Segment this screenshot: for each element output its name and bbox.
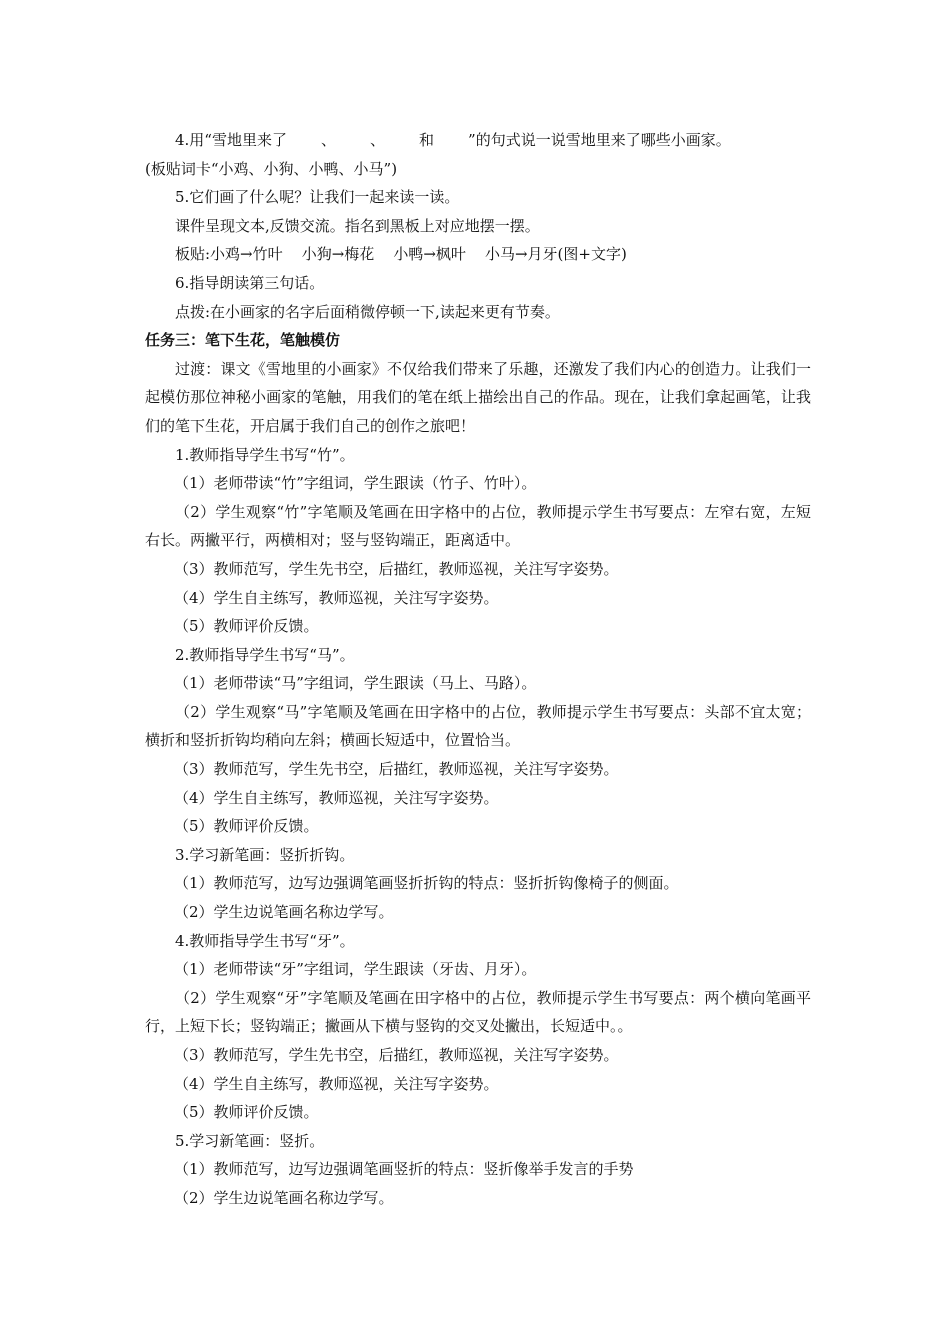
- sentence-part: 和: [419, 131, 435, 149]
- step-5: 5.它们画了什么呢？让我们一起来读一读。: [175, 188, 460, 207]
- sentence-part: 、: [370, 131, 386, 149]
- task-3-heading: 任务三：笔下生花，笔触模仿: [145, 331, 341, 350]
- list-item-paragraph: （2）学生观察“竹”字笔顺及笔画在田字格中的占位，教师提示学生书写要点：左窄右宽，左短右长。两撇平行，两横相对；竖与竖钩端正，距离适中。: [145, 502, 811, 550]
- sentence-part: 、: [320, 131, 336, 149]
- list-item: （1）老师带读“马”字组词，学生跟读（马上、马路）。: [174, 674, 537, 693]
- list-item: （3）教师范写，学生先书空，后描红，教师巡视，关注写字姿势。: [174, 760, 619, 779]
- list-item: （4）学生自主练写，教师巡视，关注写字姿势。: [174, 788, 499, 807]
- section-3-title: 3.学习新笔画：竖折折钩。: [175, 845, 355, 864]
- section-2-title: 2.教师指导学生书写“马”。: [175, 645, 355, 664]
- section-1-title: 1.教师指导学生书写“竹”。: [175, 445, 355, 464]
- tip-note: 点拨:在小画家的名字后面稍微停顿一下,读起来更有节奏。: [175, 302, 560, 321]
- sentence-part: ”的句式说一说雪地里来了哪些小画家。: [468, 131, 731, 149]
- list-item: （5）教师评价反馈。: [174, 617, 319, 636]
- list-item: （3）教师范写，学生先书空，后描红，教师巡视，关注写字姿势。: [174, 559, 619, 578]
- sentence-part: 4.用“雪地里来了: [175, 131, 287, 149]
- step-6: 6.指导朗读第三句话。: [175, 273, 325, 292]
- list-item: （1）老师带读“竹”字组词，学生跟读（竹子、竹叶）。: [174, 474, 537, 493]
- list-item: （2）学生边说笔画名称边学写。: [174, 1188, 394, 1207]
- board-pairs: 板贴:小鸡→竹叶 小狗→梅花 小鸭→枫叶 小马→月牙(图+文字): [175, 245, 627, 264]
- list-item: （2）学生边说笔画名称边学写。: [174, 903, 394, 922]
- section-4-title: 4.教师指导学生书写“牙”。: [175, 931, 355, 950]
- list-item: （1）教师范写，边写边强调笔画竖折的特点：竖折像举手发言的手势: [174, 1160, 634, 1179]
- list-item: （3）教师范写，学生先书空，后描红，教师巡视，关注写字姿势。: [174, 1046, 619, 1064]
- list-item: （5）教师评价反馈。: [174, 1103, 319, 1122]
- list-item-paragraph: （2）学生观察“马”字笔顺及笔画在田字格中的占位，教师提示学生书写要点：头部不宜太宽；横折和竖折折钩均稍向左斜；横画长短适中，位置恰当。: [145, 702, 811, 750]
- list-item: （1）教师范写，边写边强调笔画竖折折钩的特点：竖折折钩像椅子的侧面。: [174, 874, 679, 893]
- document-body: [145, 126, 811, 1213]
- question-4-blanks: [145, 126, 811, 155]
- list-item: （1）老师带读“牙”字组词，学生跟读（牙齿、月牙）。: [174, 960, 537, 979]
- list-item: （4）学生自主练写，教师巡视，关注写字姿势。: [174, 588, 499, 607]
- list-item-paragraph: （2）学生观察“牙”字笔顺及笔画在田字格中的占位，教师提示学生书写要点：两个横向笔画平行，上短下长；竖钩端正；撇画从下横与竖钩的交叉处撇出，长短适中。。: [145, 988, 811, 1036]
- list-item: （5）教师评价反馈。: [174, 817, 319, 836]
- courseware-note: 课件呈现文本,反馈交流。指名到黑板上对应地摆一摆。: [175, 216, 540, 235]
- list-item: （4）学生自主练写，教师巡视，关注写字姿势。: [174, 1074, 499, 1093]
- transition-paragraph: 过渡：课文《雪地里的小画家》不仅给我们带来了乐趣，还激发了我们内心的创造力。让我们一起模仿那位神秘小画家的笔触，用我们的笔在纸上描绘出自己的作品。现在，让我们拿起画笔，让我们的笔下生花，开启属于我们自己的创作之旅吧！: [145, 359, 811, 435]
- section-5-title: 5.学习新笔画：竖折。: [175, 1131, 325, 1150]
- board-cards-note: (板贴词卡“小鸡、小狗、小鸭、小马”): [145, 159, 398, 178]
